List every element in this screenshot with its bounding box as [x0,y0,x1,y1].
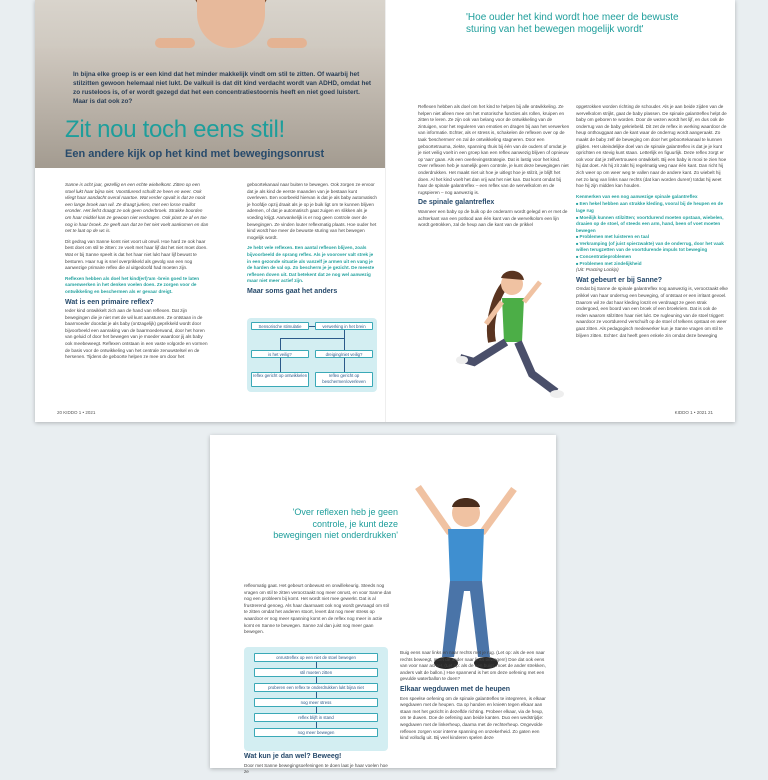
list-item: ■ Verkramping (of juist spierzwakte) van de onderrug, door het vaak willen terugzetten van de voortdurende impuls tot beweging [576,241,728,254]
list-item: ■ Problemen met zindelijkheid [576,261,728,268]
pull-quote: 'Over reflexen heb je geen controle, je kunt deze bewegingen niet onderdrukken' [273,507,398,540]
page-subtitle: Een andere kijk op het kind met bewegingsonrust [65,148,325,160]
section-heading: Wat kun je dan wel? Beweeg! [244,753,342,760]
page-footer: KIDDO 1 • 2021 21 [674,410,713,415]
right-column-1: Reflexen hebben als doel om het kind te helpen bij alle ontwikkeling. Ze helpen niet alleen mee om het motorische functies als rollen, kruipen en zitten te leren. Ze zijn ook van belang voor de ontwikkeling van de zintuigen, voor het reguleren van emoties en dragen bij aan het verwerken van informatie. Echter, als er stress is, schakelen de reflexen over op de taak 'beschermen' en zal de ontwikkeling stagneren. Door een geboortetrauma, ziekte, spanning thuis bij één van de ouders of omdat je je niet veilig voelt in een groep kan een reflex aanwezig blijven of opnieuw op 'aan' gaan. Als een overlevingsstrategie. Dat is lastig voor het kind. Over reflexen heb je namelijk geen controle, je kunt deze bewegingen niet onderdrukken. Het maakt niet uit hoe je uitlegt hoe je stilzit, je blijft het doen. Al het kind voelt het dan vrij wat het niet kan. Dat komt omdat bij haar de spinale galantreflex – een reflex van de wervelkolom en de rugspieren – nog aanwezig is. De spinale galantreflex Wanneer een baby op de buik op de onderarm wordt gelegd en er met de achterkant van een potlood aan één kant van de wervelkolom een lijn wordt getrokken, zal de heup aan die kant van de prikkel [418,104,570,228]
pull-quote: 'Hoe ouder het kind wordt hoe meer de bewuste sturing van het bewegen mogelijk wordt' [466,12,679,35]
list-item: ■ Een hekel hebben aan strakke kleding, vooral bij de heupen en de lage rug [576,201,728,214]
list-item: ■ Concentratieproblemen [576,254,728,261]
reflex-diagram: Sensorische stimulatie verwerking in het brein is het veilig? dreiging/niet veilig? reflex gericht op ontwikkelen reflex gericht op beschermen/overleven [247,318,377,392]
bullet-list [576,201,728,267]
upside-down-child-image [197,0,265,48]
right-page [385,0,735,422]
list-item: ■ Moeilijk kunnen stilzitten; voortdurend moeten opstaan, wiebelen, draaien op de stoel, of steeds een arm, hand, been of voet moeten bewegen [576,215,728,235]
section-heading: Wat gebeurt er bij Sanne? [576,276,663,284]
list-item: ■ Problemen met luisteren en taal [576,234,728,241]
section-heading: Wat is een primaire reflex? [65,298,154,306]
section-heading: Elkaar wegduwen met de heupen [400,685,511,693]
intro-text: In bijna elke groep is er een kind dat het minder makkelijk vindt om stil te zitten. Of waarbij het stilzitten gewoon helemaal niet lukt. De valkuil is dat dit kind verdacht wordt van ADHD, omdat het zo rusteloos is, of er wordt gezegd dat het een concentratiestoornis heeft en niet goed luistert. Maar is dat ook zo? [73,71,372,105]
right-column-2: opgetrokken worden richting de schouder. Als je aan beide zijden van de wervelkolom strijkt, gaat de baby plassen. De spinale galantreflex helpt de baby om geboren te worden. Door de wezen wordt het lijf, en dus ook de onderrug van de baby gekriebeld. Dit zet de reflex in werking waardoor de heup onthouggaat aan de kant waar de onderrug wordt aangeraakt. Zo maakt de baby zelf de beweging om door het geboortekanaal te kunnen glijden. Het uiteindelijke doel van de spinale galantreflex is dat je je kunt oprichten en stevig kunt staan. Letterlijk en figuurlijk. Deze reflex zorgt er ook voor dat je zelfvertrouwen ontwikkelt. Bij een baby is mooi te zien hoe hij dat doet. Als hij zit zakt hij regelmatig weg naar één kant. Dan richt hij zich weer op om weer weg te vallen naar de andere kant. Zo wiebelt hij net zo lang van links naar rechts (dat kan worden duren!) totdat hij weet hoe hij zijn midden kan houden. Kenmerken van een nog aanwezige spinale galantreflex ■ Een hekel hebben aan strakke kleding, vooral bij de heupen en de lage rug ■ Moeilijk kunnen stilzitten; voortdurend moeten opstaan, wiebelen, draaien op de stoel, of steeds een arm, hand, been of voet moeten bewegen ■ Problemen met luisteren en taal ■ Verkramping (of juist spierzwakte) van de onderrug, door het vaak willen terugzetten van de voortdurende impuls tot beweging ■ Concentratieproblemen ■ Problemen met zindelijkheid (Uit: Practing Lockip) Wat gebeurt er bij Sanne? Omdat bij Sanne de spinale galantreflex nog aanwezig is, veroorzaakt elke prikkel van haar onderrug een beweging, of ontstaat er een irritant gevoel. Daarom wil ze dat haar kleding loszit en verdraagt ze geen strak ondergoed, een boord van een broek of een broekriem. Dat is ook de reden waarom stilzitten haar niet lukt. De rugleuning van de stoel triggert waardoor ze voortdurend verschuift op de stoel of telkens opstaat en weer gaat zitten. Als pedagogisch medewerker kun je Sanne vragen om stil te blijven zitten. Echter: dat heeft geen enkele zin omdat deze beweging [576,104,728,343]
section-heading: Maar soms gaat het anders [247,287,338,295]
page2-column-1b: Wat kun je dan wel? Beweeg! Door met Sanne bewegingsoefeningen te doen laat je haar voelen hoe ze [244,751,392,780]
page-title: Zit nou toch eens stil! [65,116,285,143]
magazine-page [210,435,556,775]
page2-column-1: reflexmatig gaat. Het gebeurt onbewust en onwillekeurig. Steeds nog vragen om stil te zitten veroorzaakt nog meer onrust, en voor Sanne dan nog een probleem bij komt. Het wordt niet mee gewerkt. Dat is al frustrerend genoeg. Als haar daarnaast ook nog wordt gevraagd om stil te zitten omdat het anderen stoort, levert dat nog meer stress op waardoor er nog meer spanning komt en de reflex nog meer in actie komt en Sanne te bewegen. Sanne zal dan juist nog meer gaan bewegen. [244,583,392,635]
page-footer: 20 KIDDO 1 • 2021 [57,410,96,415]
jumping-girl-image [456,262,566,410]
page2-column-2: Buig eens naar links en naar rechts met je rug. (Let op: als de een naar rechts beweegt, moet de ander naar links bewegen!) Doe dat ook eens van voor naar achter. (Let op: als de een buigt, moet de ander strekken, anders valt de ballon.) Hoe spannend is het om deze oefening met een gevulde waterballon te doen? Elkaar wegduwen met de heupen Een speelse oefening om de spinale galantreflex te integreren, is elkaar wegduwen met de heupen. Ga op handen en knieën tegen elkaar aan staan met het gezicht in dezelfde richting. Probeer elkaar, via de heup, om te duwen. Doe de oefening aan beide kanten. Duo een wedstrijdje: wegduwen met de linkerheup, daarna met de rechterheup. Ongevolde reflexen zorgen voor interne spanning en onzekerheid. Zo gaten een kind vollodig uit. Bij veel kinderen spelen deze [400,650,548,746]
section-heading: De spinale galantreflex [418,199,495,207]
magazine-spread [35,0,735,422]
left-page [35,0,385,422]
left-column-2: geboortekanaal naar buiten te bewegen. Ook zorgen ze ervoor dat je als kind de eerste maanden van je bestaan kunt overleven. Een voorbeeld hiervan is dat je als baby automatisch je hoofdje opzij draait als je op je buik ligt om te kunnen blijven ademen, of dat je automatisch gaat zuigen en slikken als je voeding krijgt. Aanvankelijk is er nog geen controle over de bewegingen. Ze vinden louter reflexmatig plaats. Hoe ouder het kind wordt hoe meer de bewuste sturing van het bewegen mogelijk wordt. Je hebt vele reflexen. Een aantal reflexen blijven, zoals bijvoorbeeld de sprang reflex. Als je voorover valt strek je in een gezonde situatie als vanzelf je armen uit en vang je de harden de val op. Zo bescherm je je gezicht. De meeste reflexen doven uit. Dat betekent dat ze nog wel aanwezig maar niet meer actief zijn. Maar soms gaat het anders [247,182,377,295]
stress-flow-diagram: onrustreflex op een niet de stoel bewegen stil moeten zitten proberen een reflex te onderdrukken lukt bijna niet nog meer stress reflex blijft in stand nog meer bewegen [244,647,388,751]
left-column-1: Sanne is acht jaar, gezellig en een echte wiebelkont. Zitten op een stoel lukt haar bijna niet. Voortdurend schuift ze heen en weer. Ook vliegt haar aandacht overal naartoe. Wat verder opvalt is dat ze nooit een lange broek aan wil. Ze draagt jurken, met een losse maillot eronder. Het liefst draagt ze ook geen onderbroek. Strakke boorden om haar middel kan ze gewoon niet verdragen. Ook plast ze af en toe nog in haar broek. Ze geeft aan dat ze het niet voelt aankomen en dan net te laat op de wc is. Dit gedrag van Sanne komt niet voort uit onwil. Hoe hard ze ook haar best doet om stil te zitten: ze voelt met haar lijf dat het niet moet doen. Wat er bij Sanne speelt is dat het haar niet lukt haar lijf bewust te besturen. Haar rug is snel overprikkeld als gevolg van een nog aanwezige primaire reflex die al uitgedoofd had moeten zijn. Reflexen hebben als doel het kind(erl)'am -brein goed te laten samenwerken in het denken voelen doen. Ze zorgen voor de ontwikkeling en beschermen als er gevaar dreigt. Wat is een primaire reflex? Ieder kind ontwikkelt zich aan de hand van reflexen. Dat zijn bewegingen die je niet met de wil kunt aansturen. Ze ontstaan in de baarmoeder doordat je als baby (ontzagelijk) geprikkeld wordt door bijvoorbeeld een aanraking van de baarmoederwand, door het horen van geluid of door het bewegen van je moeder waardoor jij als baby ook meebeweegt. Reflexen ontstaan in een vaste volgorde en vormen de basis voor de ontwikkeling van het centrale zenuwstelsel en de hersenen. Tijdens de geboorte helpen ze mee om door het [65,182,209,360]
